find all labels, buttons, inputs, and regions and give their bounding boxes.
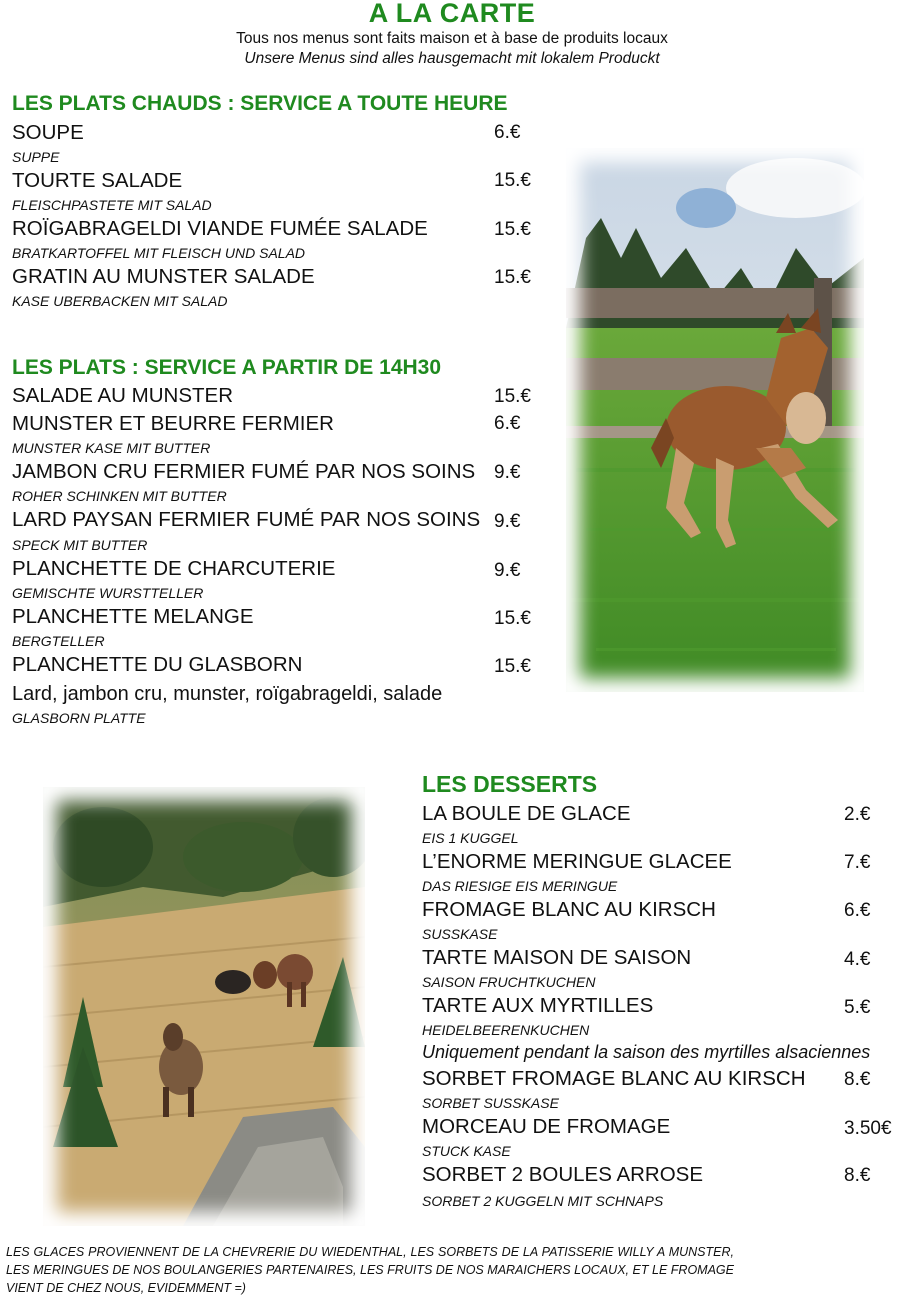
menu-item-price: 3.50€ bbox=[844, 1118, 892, 1139]
menu-item-name: SORBET FROMAGE BLANC AU KIRSCH bbox=[422, 1067, 806, 1090]
menu-item-price: 15.€ bbox=[494, 170, 531, 191]
menu-item-price: 6.€ bbox=[844, 900, 871, 921]
menu-item-translation: BERGTELLER bbox=[12, 633, 105, 649]
menu-item-price: 8.€ bbox=[844, 1069, 871, 1090]
menu-item-price: 8.€ bbox=[844, 1165, 871, 1186]
menu-item-price: 6.€ bbox=[494, 413, 521, 434]
menu-item-name: GRATIN AU MUNSTER SALADE bbox=[12, 265, 315, 288]
menu-item-translation: SORBET SUSSKASE bbox=[422, 1095, 559, 1111]
menu-item-price: 6.€ bbox=[494, 122, 521, 143]
menu-item-translation: SPECK MIT BUTTER bbox=[12, 537, 148, 553]
menu-item-translation: SUPPE bbox=[12, 149, 60, 165]
menu-item-translation: STUCK KASE bbox=[422, 1143, 511, 1159]
menu-item-translation: SAISON FRUCHTKUCHEN bbox=[422, 974, 596, 990]
menu-item-name: L’ENORME MERINGUE GLACEE bbox=[422, 850, 732, 873]
horses-meadow-illustration bbox=[43, 787, 365, 1226]
menu-item-translation: HEIDELBEERENKUCHEN bbox=[422, 1022, 590, 1038]
menu-item-name: TARTE AUX MYRTILLES bbox=[422, 994, 654, 1017]
menu-item-price: 5.€ bbox=[844, 997, 871, 1018]
menu-item-price: 15.€ bbox=[494, 656, 531, 677]
menu-item-name: PLANCHETTE MELANGE bbox=[12, 605, 254, 628]
menu-item-price: 15.€ bbox=[494, 608, 531, 629]
myrtille-season-note: Uniquement pendant la saison des myrtilles alsaciennes bbox=[422, 1042, 871, 1062]
menu-item-translation: SUSSKASE bbox=[422, 926, 498, 942]
menu-item-price: 15.€ bbox=[494, 386, 531, 407]
menu-item-name: LARD PAYSAN FERMIER FUMÉ PAR NOS SOINS bbox=[12, 508, 481, 531]
menu-item-translation: SORBET 2 KUGGELN MIT SCHNAPS bbox=[422, 1193, 664, 1209]
menu-item-translation: ROHER SCHINKEN MIT BUTTER bbox=[12, 488, 227, 504]
menu-item-translation: EIS 1 KUGGEL bbox=[422, 830, 519, 846]
menu-item-name: LA BOULE DE GLACE bbox=[422, 802, 631, 825]
menu-item-price: 2.€ bbox=[844, 804, 871, 825]
menu-item-name: TARTE MAISON DE SAISON bbox=[422, 946, 692, 969]
glasborn-detail: Lard, jambon cru, munster, roïgabrageldi, salade bbox=[12, 683, 443, 705]
footer-sourcing-note: LES GLACES PROVIENNENT DE LA CHEVRERIE DU WIEDENTHAL, LES SORBETS DE LA PATISSERIE WILLY A MUNSTER, LES MERINGUES DE NOS BOULANGERIES PARTENAIRES, LES FRUITS DE NOS MARAICHERS LOCAUX, ET LE FROMAGE VIENT DE CHEZ NOUS, EVIDEMMENT =) bbox=[6, 1245, 734, 1295]
menu-item-translation: MUNSTER KASE MIT BUTTER bbox=[12, 440, 211, 456]
subtitle-german: Unsere Menus sind alles hausgemacht mit lokalem Produckt bbox=[244, 50, 660, 67]
menu-item-name: ROÏGABRAGELDI VIANDE FUMÉE SALADE bbox=[12, 217, 428, 240]
foal-photo-illustration bbox=[566, 148, 864, 692]
menu-item-name: SOUPE bbox=[12, 121, 84, 144]
menu-item-price: 9.€ bbox=[494, 560, 521, 581]
menu-item-price: 7.€ bbox=[844, 852, 871, 873]
section-heading-plates: LES PLATS : SERVICE A PARTIR DE 14H30 bbox=[12, 356, 442, 379]
menu-item-translation: FLEISCHPASTETE MIT SALAD bbox=[12, 197, 212, 213]
menu-item-name: JAMBON CRU FERMIER FUMÉ PAR NOS SOINS bbox=[12, 460, 476, 483]
menu-item-price: 9.€ bbox=[494, 462, 521, 483]
menu-item-name: SORBET 2 BOULES ARROSE bbox=[422, 1163, 704, 1186]
section-heading-hot-dishes: LES PLATS CHAUDS : SERVICE A TOUTE HEURE bbox=[12, 92, 508, 115]
section-heading-desserts: LES DESSERTS bbox=[422, 771, 598, 797]
menu-item-price: 4.€ bbox=[844, 949, 871, 970]
menu-item-translation: DAS RIESIGE EIS MERINGUE bbox=[422, 878, 618, 894]
menu-item-price: 15.€ bbox=[494, 267, 531, 288]
menu-item-name: MUNSTER ET BEURRE FERMIER bbox=[12, 412, 334, 435]
menu-item-name: MORCEAU DE FROMAGE bbox=[422, 1115, 671, 1138]
horses-meadow-photo bbox=[43, 787, 365, 1226]
page-title: A LA CARTE bbox=[368, 0, 536, 28]
menu-item-translation: KASE UBERBACKEN MIT SALAD bbox=[12, 293, 228, 309]
menu-item-name: SALADE AU MUNSTER bbox=[12, 384, 233, 407]
menu-item-name: TOURTE SALADE bbox=[12, 169, 183, 192]
foal-photo bbox=[566, 148, 864, 692]
menu-item-name: FROMAGE BLANC AU KIRSCH bbox=[422, 898, 716, 921]
menu-item-name: PLANCHETTE DU GLASBORN bbox=[12, 653, 303, 676]
menu-item-price: 15.€ bbox=[494, 219, 531, 240]
menu-item-price: 9.€ bbox=[494, 511, 521, 532]
menu-item-name: PLANCHETTE DE CHARCUTERIE bbox=[12, 557, 336, 580]
menu-item-translation: GLASBORN PLATTE bbox=[12, 710, 146, 726]
subtitle-french: Tous nos menus sont faits maison et à base de produits locaux bbox=[236, 30, 668, 47]
menu-item-translation: BRATKARTOFFEL MIT FLEISCH UND SALAD bbox=[12, 245, 306, 261]
menu-item-translation: GEMISCHTE WURSTTELLER bbox=[12, 585, 204, 601]
